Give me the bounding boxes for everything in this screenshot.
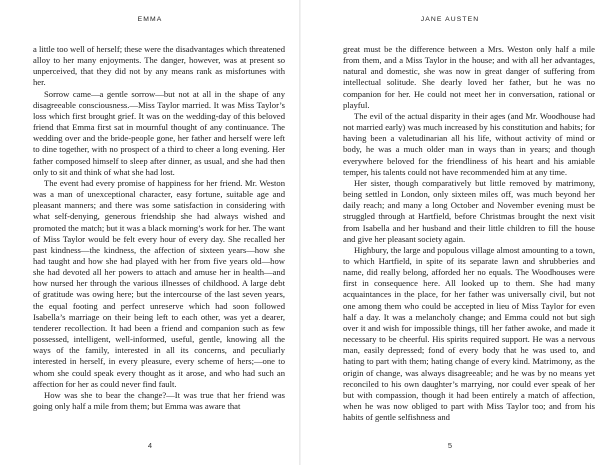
paragraph: Sorrow came—a gentle sorrow—but not at all in the shape of any disagreeable consciousness.—Miss Taylor married. It was Miss Taylor’s loss which first brought grief. It was on the wedding-day of this beloved friend that Emma first sat in mournful thought of any continuance. The wedding over and the bride-people gone, her father and herself were left to dine together, with no prospect of a third to cheer a long evening. Her father composed himself to sleep after dinner, as usual, and she had then only to sit and think of what she had lost. xyxy=(33,88,285,177)
paragraph: a little too well of herself; these were the disadvantages which threatened alloy to her many enjoyments. The danger, however, was at present so unperceived, that they did not by any means rank as misfortunes with her. xyxy=(33,44,285,88)
page-number-left: 4 xyxy=(147,441,153,450)
page-number-right: 5 xyxy=(447,441,453,450)
left-page-text xyxy=(33,44,285,412)
paragraph: great must be the difference between a Mrs. Weston only half a mile from them, and a Miss Taylor in the house; and with all her advantages, natural and domestic, she was now in great danger of suffering from intellectual solitude. She dearly loved her father, but he was no companion for her. He could not meet her in conversation, rational or playful. xyxy=(343,44,595,110)
right-page xyxy=(300,0,600,465)
right-page-text xyxy=(343,44,595,423)
paragraph: How was she to bear the change?—It was true that her friend was going only half a mile from them; but Emma was aware that xyxy=(33,389,285,411)
paragraph: The event had every promise of happiness for her friend. Mr. Weston was a man of unexceptional character, easy fortune, suitable age and pleasant manners; and there was some satisfaction in considering with what self-denying, generous friendship she had always wished and promoted the match; but it was a black morning’s work for her. The want of Miss Taylor would be felt every hour of every day. She recalled her past kindness—the kindness, the affection of sixteen years—how she had taught and how she had played with her from five years old—how she had devoted all her powers to attach and amuse her in health—and how nursed her through the various illnesses of childhood. A large debt of gratitude was owing here; but the intercourse of the last seven years, the equal footing and perfect unreserve which had soon followed Isabella’s marriage on their being left to each other, was yet a dearer, tenderer recollection. It had been a friend and companion such as few possessed, intelligent, well-informed, useful, gentle, knowing all the ways of the family, interested in all its concerns, and peculiarly interested in herself, in every pleasure, every scheme of hers;—one to whom she could speak every thought as it arose, and who had such an affection for her as could never find fault. xyxy=(33,177,285,389)
running-head-left: EMMA xyxy=(137,16,163,23)
paragraph: The evil of the actual disparity in their ages (and Mr. Woodhouse had not married early) was much increased by his constitution and habits; for having been a valetudinarian all his life, without activity of mind or body, he was a much older man in ways than in years; and though everywhere beloved for the friendliness of his heart and his amiable temper, his talents could not have recommended him at any time. xyxy=(343,110,595,177)
paragraph: Her sister, though comparatively but little removed by matrimony, being settled in London, only sixteen miles off, was much beyond her daily reach; and many a long October and November evening must be struggled through at Hartfield, before Christmas brought the next visit from Isabella and her husband and their little children to fill the house and give her pleasant society again. xyxy=(343,177,595,244)
running-head-right: JANE AUSTEN xyxy=(420,16,480,23)
paragraph: Highbury, the large and populous village almost amounting to a town, to which Hartfield, in spite of its separate lawn and shrubberies and name, did really belong, afforded her no equals. The Woodhouses were first in consequence here. All looked up to them. She had many acquaintances in the place, for her father was universally civil, but not one among them who could be accepted in lieu of Miss Taylor for even half a day. It was a melancholy change; and Emma could not but sigh over it and wish for impossible things, till her father awoke, and made it necessary to be cheerful. His spirits required support. He was a nervous man, easily depressed; fond of every body that he was used to, and hating to part with them; hating change of every kind. Matrimony, as the origin of change, was always disagreeable; and he was by no means yet reconciled to his own daughter’s marrying, nor could ever speak of her but with compassion, though it had been entirely a match of affection, when he was now obliged to part with Miss Taylor too; and from his habits of gentle selfishness and xyxy=(343,244,595,423)
